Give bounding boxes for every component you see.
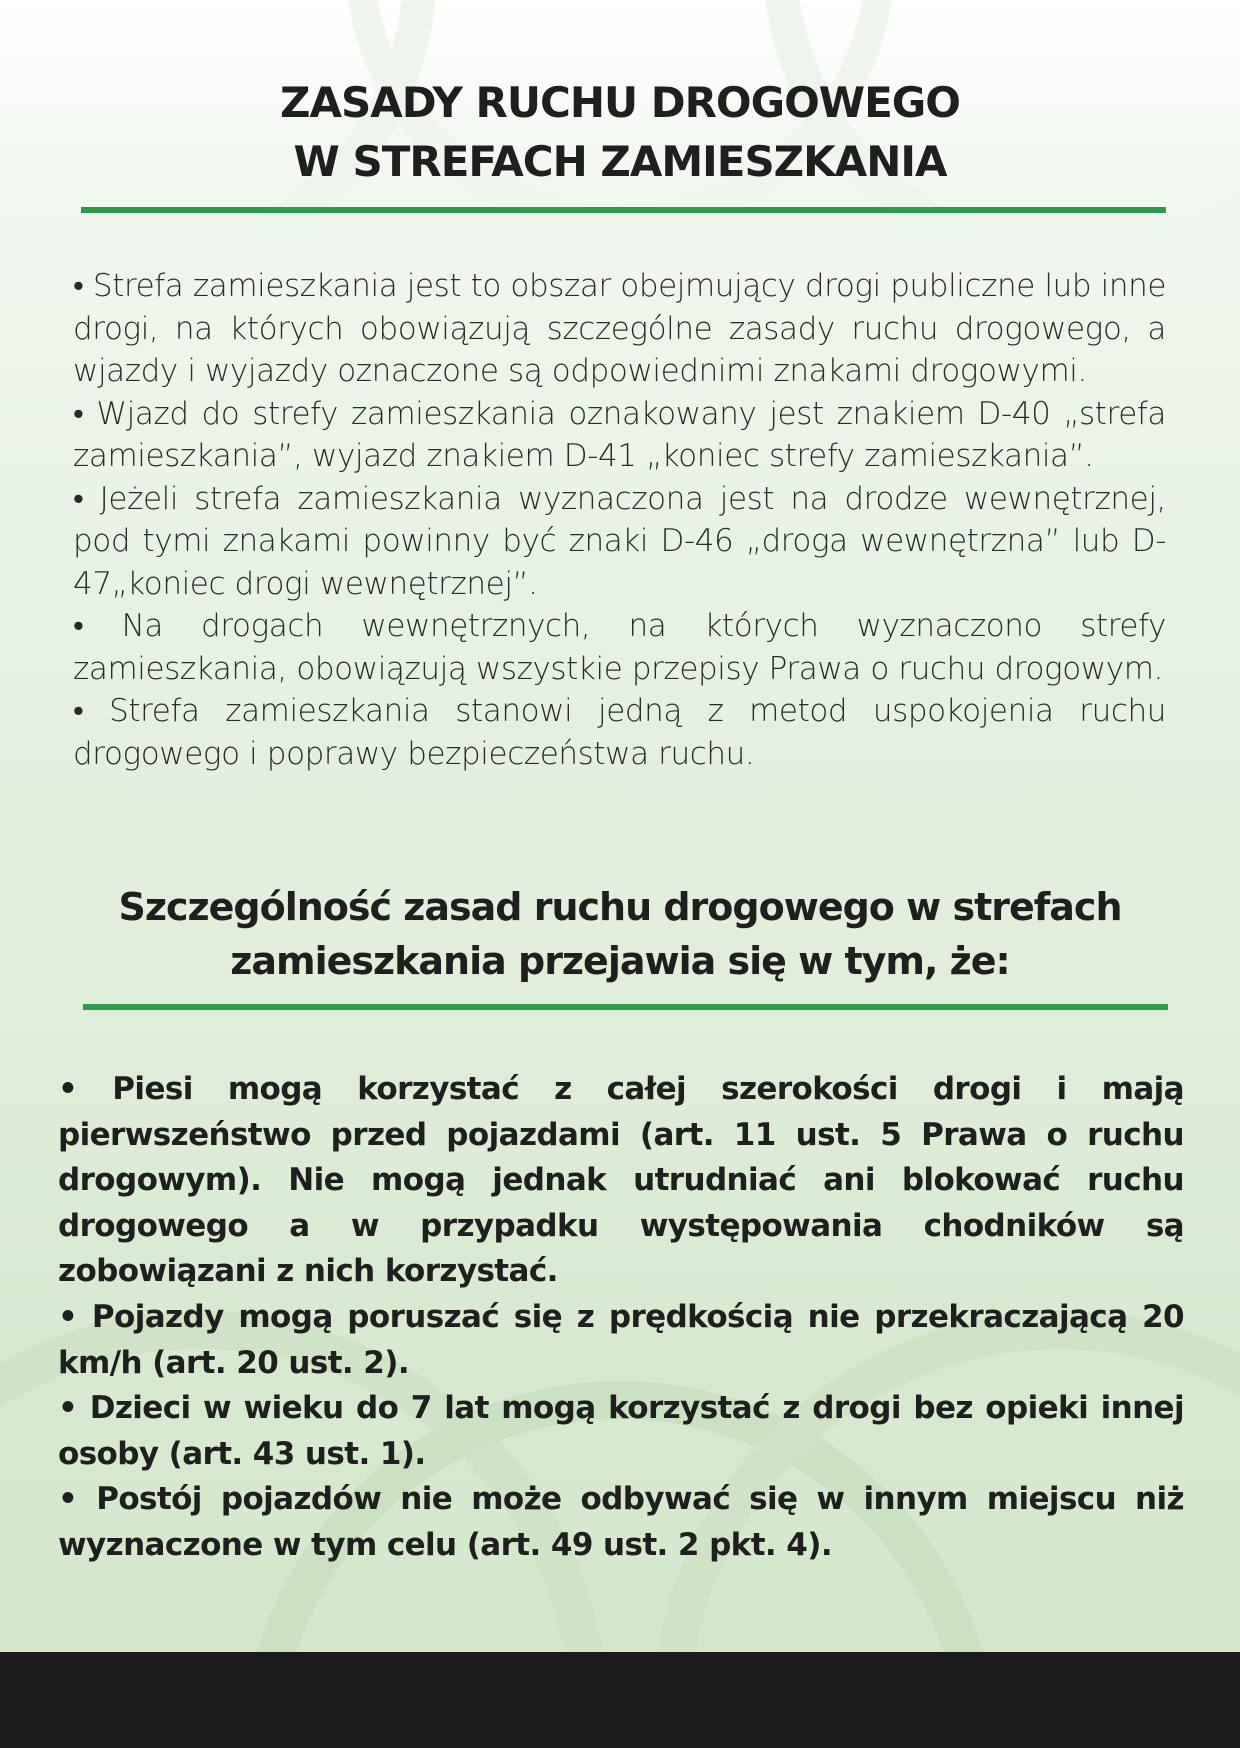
intro-paragraph-1: • Strefa zamieszkania jest to obszar obejmujący drogi publiczne lub inne drogi, na których obowiązują szczególne zasady ruchu drogowego, a wjazdy i wyjazdy oznaczone są odpowiednimi znakami drogowymi. — [73, 268, 1166, 389]
section-title-line-1: Szczególność zasad ruchu drogowego w strefach — [118, 885, 1122, 929]
rules-list — [58, 1067, 1184, 1569]
page-title-line-2: W STREFACH ZAMIESZKANIA — [293, 137, 947, 186]
rule-item-2: • Pojazdy mogą poruszać się z prędkością nie przekraczającą 20 km/h (art. 20 ust. 2). — [58, 1298, 1184, 1381]
intro-text-block — [73, 265, 1166, 775]
intro-paragraph-5: • Strefa zamieszkania stanowi jedną z metod uspokojenia ruchu drogowego i poprawy bezpieczeństwa ruchu. — [73, 693, 1166, 772]
intro-paragraph-3: • Jeżeli strefa zamieszkania wyznaczona jest na drodze wewnętrznej, pod tymi znakami powinny być znaki D-46 „droga wewnętrzna” lub D-47„koniec drogi wewnętrznej”. — [73, 480, 1166, 602]
title-divider — [81, 207, 1166, 213]
rule-item-1: • Piesi mogą korzystać z całej szerokości drogi i mają pierwszeństwo przed pojazdami (art. 11 ust. 5 Prawa o ruchu drogowym). Nie mogą jednak utrudniać ani blokować ruchu drogowego a w przypadku występowania chodników są zobowiązani z nich korzystać. — [58, 1071, 1184, 1290]
rule-item-4: • Postój pojazdów nie może odbywać się w innym miejscu niż wyznaczone w tym celu (art. 49 ust. 2 pkt. 4). — [58, 1481, 1184, 1563]
intro-paragraph-2: • Wjazd do strefy zamieszkania oznakowany jest znakiem D-40 „strefa zamieszkania”, wyjazd znakiem D-41 „koniec strefy zamieszkania”. — [73, 395, 1166, 474]
rule-item-3: • Dzieci w wieku do 7 lat mogą korzystać z drogi bez opieki innej osoby (art. 43 ust. 1). — [58, 1390, 1184, 1472]
intro-paragraph-4: • Na drogach wewnętrznych, na których wyznaczono strefy zamieszkania, obowiązują wszystkie przepisy Prawa o ruchu drogowym. — [73, 608, 1166, 687]
page-title-line-1: ZASADY RUCHU DROGOWEGO — [280, 78, 960, 127]
section-title-line-2: zamieszkania przejawia się w tym, że: — [230, 939, 1010, 983]
section-divider — [83, 1004, 1168, 1010]
bottom-dark-band — [0, 1652, 1240, 1748]
